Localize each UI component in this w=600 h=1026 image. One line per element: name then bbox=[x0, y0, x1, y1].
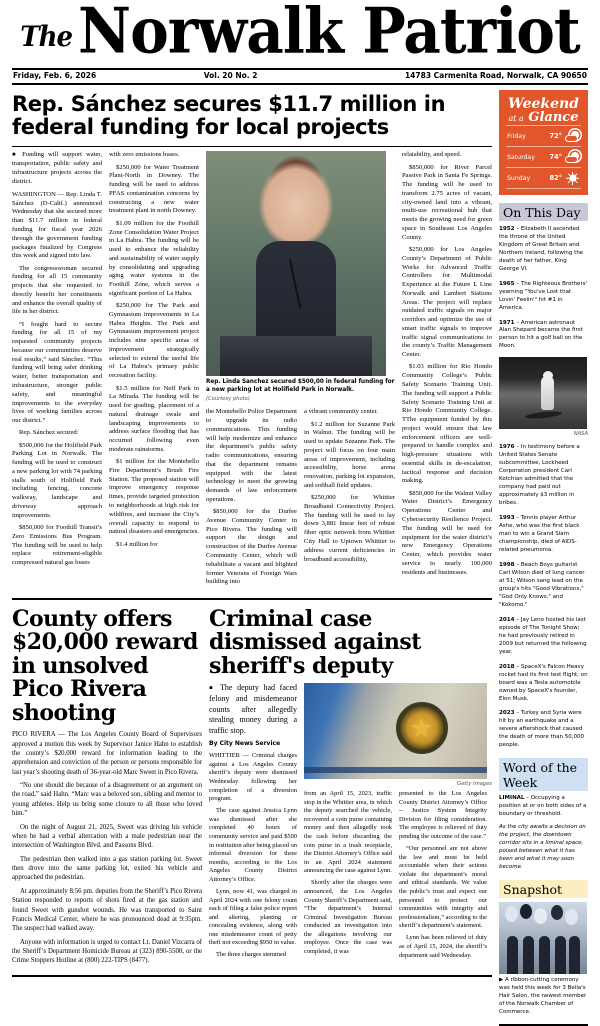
person-figure bbox=[555, 936, 566, 974]
otd-text: Turkey and Syria were hit by an earthquake and a severe aftershock that caused the death of more than 50,000 people. bbox=[499, 710, 584, 749]
word-of-week-definition: LIMINAL – Occupying a position at or on both sides of a boundary or threshold. bbox=[499, 795, 587, 818]
person-figure bbox=[507, 936, 518, 974]
otd-year: 1976 bbox=[499, 444, 515, 451]
lead-paragraph: “I fought hard to secure funding for all 15 of my requested community projects because our communities deserve real results,” said Sánchez. “This funding will bring safer drinking water, better transportation and infrastructure, stronger public safety, and meaningful improvements to the everyday lives of working families across our district.” bbox=[12, 320, 102, 425]
story-deputy-column-2 bbox=[304, 790, 392, 963]
masthead-date: Friday, Feb. 6, 2026 bbox=[13, 71, 97, 80]
story-deputy-photo-credit: Getty Images bbox=[457, 781, 492, 788]
balloon-icon bbox=[520, 904, 532, 919]
lead-paragraph: $1.4 million for bbox=[116, 540, 158, 548]
lead-paragraph: $850,000 for River Parcel Passive Park in Santa Fe Springs. The funding will be used to transform 2.75 acres of vacant, city-owned land into a vibrant, multi-use recreational hub that meets the growing need for green space in Southeast Los Angeles County. bbox=[402, 163, 492, 241]
weather-temp: 72° bbox=[549, 132, 562, 141]
astronaut-shadow bbox=[525, 410, 562, 420]
person-figure bbox=[569, 936, 580, 974]
person-figure bbox=[539, 936, 550, 974]
masthead-address: 14783 Carmenita Road, Norwalk, CA 90650 bbox=[404, 71, 587, 80]
story-deputy-column-1 bbox=[209, 683, 297, 963]
weather-title bbox=[506, 97, 581, 125]
story-deputy-paragraph: Lynn, now 41, was charged in April 2024 with one felony count each of filing a false police report and altering, planting or concealing evidence, along with one misdemeanor count of petty theft not exceeding $950 in value. bbox=[209, 887, 297, 947]
page-body bbox=[12, 85, 588, 1026]
lead-photo-and-columns bbox=[206, 151, 395, 590]
lead-paragraph: Rep. Sánchez secured: bbox=[19, 429, 79, 437]
story-deputy-paragraph: The three charges stemmed bbox=[216, 951, 286, 959]
weather-title-small: at a bbox=[508, 114, 524, 124]
story-deputy-paragraph: Shortly after the charges were announced, the Los Angeles County Sheriff’s Department said, “The department’s Internal Criminal Investigation Bureau conducted an investigation into the allegations involving our employee. Once the case was completed, it was bbox=[304, 879, 392, 956]
lead-paragraph: The congresswoman secured funding for all 15 community projects that she requested to directly benefit her constituents and enhance the overall quality of life in her district. bbox=[12, 264, 102, 316]
story-deputy-paragraph: “Our personnel are not above the law and must be held accountable when their actions violate the department’s moral and ethical standards. We value the public’s trust and expect our personnel to protect our communities with integrity and professionalism,” according to the sheriff’s department’s statement. bbox=[399, 845, 487, 930]
story-deputy-paragraph: The case against Jessica Lynn was dismissed after she completed 40 hours of community service and paid $500 in restitution after being placed on informal diversion for three months, according to the Los Angeles County District Attorney’s Office. bbox=[209, 807, 297, 883]
person-figure bbox=[523, 936, 534, 974]
otd-text: American astronaut Alan Shepard became the first person to hit a golf ball on the Moon. bbox=[499, 319, 583, 350]
weather-temp: 74° bbox=[549, 153, 562, 162]
lead-paragraph: the Montebello Police Department to upgrade its radio communications. This funding will help modernize and enhance the department’s public safety radio communications, ensuring that the department remains equipped with the latest technology to meet the growing demands of law enforcement operations. bbox=[206, 408, 298, 503]
lead-paragraph: $1.03 million for Rio Hondo Community College’s Public Safety Scenario Training Unit. The funding will support a Public Safety Scenario Training Unit at Rio Hondo Community College. TThe equipment funded by this project would ensure that law enforcement officers are well-prepared to handle complex and high-pressure situations with essential skills in de-escalation, tactical response and decision making. bbox=[402, 363, 492, 485]
otd-text: Elizabeth II ascended the throne of the United Kingdom of Great Britain and Northern Ireland, following the death of her father, King George VI. bbox=[499, 225, 584, 272]
weather-day-label: Friday bbox=[507, 132, 526, 140]
lead-column-1 bbox=[12, 148, 102, 590]
otd-year: 2018 bbox=[499, 663, 515, 670]
lead-paragraph: $500,000 for the Holifield Park Parking Lot in Norwalk. The funding will be used to construct a new parking lot with 74 parking stalls south of Holifield Park including fencing, concrete walkway, landscape and driveway approach improvements. bbox=[12, 441, 102, 519]
lead-paragraph: $250,000 for Water Treatment Plant-North in Downey. The funding will be used to address PFAS contamination concerns by constructing a new water treatment plant in north Downey. bbox=[109, 163, 199, 215]
story-reward-paragraph: PICO RIVERA — The Los Angeles County Board of Supervisors approved a motion this week by Supervisor Janice Hahn to establish the county’s $20,000 reward for information leading to the apprehension and conviction of the person or persons responsible for last year’s shooting death of 36-year-old Marc Sweet in Pico Rivera. bbox=[12, 731, 202, 776]
lead-headline: Rep. Sánchez secures $11.7 million in federal funding for local projects bbox=[12, 91, 446, 140]
lead-column-4 bbox=[304, 408, 395, 590]
weather-row-sunday bbox=[506, 167, 581, 188]
on-this-day-item: 2014 – Jay Leno hosted his last episode of The Tonight Show; he had previously retired in 2009 but returned the following year. bbox=[499, 616, 587, 655]
story-deputy-top bbox=[209, 683, 492, 963]
lead-paragraph: with zero emissions buses. bbox=[109, 151, 180, 159]
lead-paragraph: $1.5 million for Neff Park in La Mirada. The funding will be used for grading, placement of a natural drainage swale and landscaping improvements to address surface flooding that has occurred following even moderate rainstorms. bbox=[109, 384, 199, 453]
on-this-day-item: 1952 – Elizabeth II ascended the throne of the United Kingdom of Great Britain and Northern Ireland, following the death of her father, King George VI. bbox=[499, 225, 584, 272]
masthead-the: The bbox=[20, 20, 73, 54]
otd-text: In testimony before a United States Senate subcommittee, Lockheed Corporation president Carl Kotchian admitted that the company had paid out approximately $3 million in bribes. bbox=[499, 444, 580, 507]
section-divider bbox=[12, 598, 492, 600]
lead-headline-rule bbox=[12, 146, 492, 147]
masthead-name: Norwalk Patriot bbox=[78, 0, 580, 68]
page-bottom-rule bbox=[12, 975, 492, 977]
astronaut-figure bbox=[541, 376, 554, 410]
sheriff-badge-photo bbox=[304, 683, 487, 779]
snapshot-caption: ▶ A ribbon-cutting ceremony was held this week for 3 Bella's Hair Salon, the newest member of the Norwalk Chamber of Commerce. bbox=[499, 977, 587, 1015]
word-of-week-word: LIMINAL bbox=[499, 795, 525, 802]
otd-text: Jay Leno hosted his last episode of The Tonight Show; he had previously retired in 2009 but returned the following year. bbox=[499, 616, 587, 655]
otd-text: SpaceX's Falcon Heavy rocket had its first test flight; on board was a Tesla automobile owned by SpaceX's founder, Elon Musk. bbox=[499, 663, 588, 702]
otd-text: The Righteous Brothers' yearning "You've Lost that Lovin' Feelin'" hit #1 in America. bbox=[499, 280, 588, 311]
masthead bbox=[12, 0, 588, 85]
story-deputy-paragraph: presented to the Los Angeles County District Attorney’s Office -- Justice System Integrity Division for filing consideration. The employee is relieved of duty pending the outcome of the case.” bbox=[399, 790, 487, 841]
lead-photo-credit: (Courtesy photo) bbox=[206, 396, 250, 403]
story-deputy-paragraph: WHITTIER — Criminal charges against a Los Angeles County sheriff’s deputy were dismissed Wednesday following her completion of a diversion program. bbox=[209, 752, 297, 803]
story-deputy-deck: ▪ The deputy had faced felony and misdemeanor counts after allegedly stealing money during a traffic stop. bbox=[209, 682, 298, 736]
story-deputy-paragraph: Lynn has been relieved of duty as of April 15, 2024, the sheriff’s department said Wednesday. bbox=[399, 934, 487, 959]
lead-subcolumns bbox=[206, 408, 395, 590]
on-this-day-item: 2018 – SpaceX's Falcon Heavy rocket had its first test flight; on board was a Tesla automobile owned by SpaceX's founder, Elon Musk. bbox=[499, 663, 588, 702]
lead-paragraph: $250,000 for The Park and Gymnasium improvements in La Habra Heights. The Park and Gymnasium improvement project includes nine specific areas of improvement strategically selected to extend the useful life of La Habra’s primary public recreation facility. bbox=[109, 302, 199, 380]
story-reward-headline: County offers $20,000 reward in unsolved Pico Rivera shooting bbox=[12, 605, 198, 726]
main-content bbox=[12, 90, 492, 1026]
weather-day-label: Saturday bbox=[507, 153, 535, 161]
lead-paragraph: WASHINGTON — Rep. Linda T. Sánchez (D-Calif.) announced Wednesday that she secured more than $11.7 million in federal funding for fiscal year 2026 through the government funding packages finalized by Congress this week and signed into law. bbox=[12, 190, 102, 260]
bullet-icon: ▪ bbox=[209, 682, 216, 695]
weather-bottom-rule bbox=[506, 188, 581, 190]
cloud-part-icon bbox=[565, 156, 578, 163]
story-reward bbox=[12, 604, 202, 970]
lead-deck: ▪ Funding will support water, transportation, public safety and infrastructure projects across the district. bbox=[12, 148, 102, 185]
story-reward-paragraph: “No one should die because of a disagreement or an argument on the road,” said Hahn. “Marc was a beloved son, sibling and mentor to young athletes. Help us bring some closure to all those who loved him.” bbox=[12, 782, 202, 818]
balloon-icon bbox=[534, 908, 547, 924]
lead-column-3 bbox=[206, 408, 297, 590]
weather-day-label: Sunday bbox=[507, 174, 531, 182]
lead-column-2 bbox=[109, 151, 199, 590]
word-of-week-title: Word of the Week bbox=[499, 758, 588, 791]
otd-year: 1952 bbox=[499, 225, 515, 232]
story-deputy bbox=[209, 604, 492, 970]
lead-paragraph: $250,000 for Whittier Broadband Connectivity Project. The funding will be used to lay down 3,881 linear feet of robust fiber optic network from Whittier City Hall to Uptown Whittier to address current deficiencies in broadband accessibility, bbox=[304, 494, 395, 563]
on-this-day-item: 2023 – Turkey and Syria were hit by an earthquake and a severe aftershock that caused the death of more than 50,000 people. bbox=[499, 710, 584, 749]
otd-year: 1965 bbox=[499, 280, 515, 287]
story-deputy-right bbox=[304, 683, 492, 963]
story-deputy-byline: By City News Service bbox=[209, 740, 281, 748]
lead-paragraph: a vibrant community center. bbox=[304, 408, 378, 416]
weather-widget bbox=[499, 90, 588, 195]
cloud-part-icon bbox=[565, 135, 578, 142]
otd-text: Beach Boys guitarist Carl Wilson died of lung cancer at 51; Wilson sang lead on the group's hits "Good Vibrations," "God Only Knows," and "Kokomo." bbox=[499, 561, 585, 608]
story-deputy-subcolumns bbox=[304, 790, 492, 963]
snapshot-title: Snapshot bbox=[499, 880, 588, 898]
snapshot-photo bbox=[499, 902, 587, 974]
sun-behind-cloud-icon bbox=[565, 130, 580, 143]
balloon-icon bbox=[505, 906, 518, 922]
weather-row-saturday bbox=[506, 146, 581, 167]
lead-paragraph: $850,000 for the Durfee Avenue Community Center in Pico Rivera. The funding will support the design and construction of the Durfee Avenue Community Center, which will rehabilitate a vacant and blighted former Veterans of Foreign Wars building into bbox=[206, 508, 297, 586]
otd-year: 1993 bbox=[499, 515, 515, 522]
bottom-stories bbox=[12, 604, 492, 970]
otd-year: 1998 bbox=[499, 561, 515, 568]
otd-year: 2014 bbox=[499, 616, 515, 623]
on-this-day-title: On This Day bbox=[499, 203, 588, 221]
story-reward-paragraph: Anyone with information is urged to contact Lt. Daniel Vizcarra of the Sheriff’s Department Homicide Bureau at (323) 890-5500, or the Crime Stoppers Hotline at (800) 222-TIPS (8477). bbox=[12, 938, 202, 965]
moon-astronaut-photo bbox=[499, 357, 587, 429]
story-deputy-headline: Criminal case dismissed against sheriff's deputy bbox=[209, 605, 421, 679]
sun-icon bbox=[565, 172, 580, 185]
balloon-icon bbox=[565, 909, 578, 925]
lead-article-columns bbox=[12, 148, 492, 590]
story-deputy-column-3 bbox=[399, 790, 487, 963]
story-reward-paragraph: At approximately 8:56 pm. deputies from the Sheriff’s Pico Rivera Station responded to reports of shots fired at the gas station and found Sweet with gunshot wounds. He was transported to Saint Francis Medical Center, where he was pronounced dead at 9:35pm. The suspect had walked away. bbox=[12, 887, 202, 933]
masthead-volume: Vol. 20 No. 2 bbox=[203, 71, 258, 80]
on-this-day-item: 1976 – In testimony before a United States Senate subcommittee, Lockheed Corporation president Carl Kotchian admitted that the company had paid out approximately $3 million in bribes. bbox=[499, 444, 580, 507]
on-this-day-item: 1965 – The Righteous Brothers' yearning "You've Lost that Lovin' Feelin'" hit #1 in America. bbox=[499, 280, 588, 311]
masthead-infobar bbox=[12, 70, 588, 85]
lead-photo-podium bbox=[220, 336, 371, 377]
sun-behind-cloud-icon bbox=[565, 151, 580, 164]
lead-paragraph: $850,000 for the Walnut Valley Water District’s Emergency Operations Center and Cybersecurity Resilience Project. The funding will be used for equipment for the water district’s new Emergency Operations Center, which provides water service to nearly 100,000 residents and businesses. bbox=[402, 489, 492, 576]
lead-paragraph: $850,000 for Foothill Transit’s Zero Emissions Bus Program. The funding will be used to help replace retirement-eligible compressed natural gas buses bbox=[12, 524, 102, 567]
story-reward-paragraph: The pedestrian then walked into a gas station parking lot. Sweet then drove into the same parking lot, exited his vehicle and approached the pedestrian. bbox=[12, 855, 202, 882]
lead-photo-caption: Rep. Linda Sanchez secured $500,00 in federal funding for a new parking lot at Holifield Park in Norwalk. bbox=[206, 378, 395, 393]
story-reward-paragraph: On the night of August 21, 2025, Sweet was driving his vehicle when he had a verbal altercation with a male pedestrian near the intersection of Washington Blvd. and Passons Blvd. bbox=[12, 823, 202, 850]
masthead-title bbox=[12, 0, 588, 68]
sidebar-rail bbox=[499, 90, 588, 1026]
lead-paragraph: $1.09 million for the Foothill Zone Consolidation Water Project in La Habra. The funding will be used to enhance the reliability and sustainability of water supply by consolidating and upgrading aging water systems in the Foothill Zone, which serves a significant portion of La Habra. bbox=[109, 219, 199, 297]
lead-paragraph: relatability, and speed. bbox=[402, 151, 462, 159]
lead-paragraph: $250,000 for Los Angeles County’s Department of Public Works for Advanced Traffic Controllers for Multimodal Experience at the Future L Line Norwalk and Lambert Stations Areas. The project will replace outdated traffic signals on major corridors and optimize the use of smart traffic signals to improve traffic signal communications to the county’s Traffic Management Center. bbox=[402, 246, 492, 359]
weather-title-line1: Weekend bbox=[508, 95, 579, 112]
on-this-day-item: 1971 – American astronaut Alan Shepard became the first person to hit a golf ball on the Moon. bbox=[499, 319, 583, 350]
otd-text: Tennis player Arthur Ashe, who was the first black man to win a Grand Slam championship, died of AIDS-related pneumonia. bbox=[499, 515, 580, 554]
story-deputy-paragraph: from an April 15, 2023, traffic stop in the Whittier area, in which the deputy searched the vehicle, recovered a coin purse containing money and then allegedly took the cash before discarding the coin purse in a trash receptacle, the District Attorney’s Office said in an April 2024 statement announcing the case against Lynn. bbox=[304, 790, 392, 875]
lead-paragraph: $1.2 million for Suzanne Park in Walnut. The funding will be used to update Suzanne Park. The project will focus on four main areas of improvement, including accessibility, horse arena renovation, parking lot expansion, and softball field updates. bbox=[304, 420, 395, 489]
lead-column-5 bbox=[402, 151, 492, 590]
on-this-day-item: 1993 – Tennis player Arthur Ashe, who was the first black man to win a Grand Slam championship, died of AIDS-related pneumonia. bbox=[499, 515, 580, 554]
photo-uniform-strip bbox=[304, 767, 487, 774]
nasa-photo-credit: NASA bbox=[573, 431, 588, 438]
weather-row-friday bbox=[506, 125, 581, 146]
weather-temp: 82° bbox=[549, 174, 562, 183]
lead-photo bbox=[206, 151, 386, 376]
otd-year: 2023 bbox=[499, 710, 515, 717]
sheriff-badge-icon bbox=[396, 702, 448, 754]
bullet-icon: ▪ bbox=[12, 148, 19, 161]
word-of-week-example: As the city awaits a decision on the project, the downtown corridor sits in a liminal space, poised between what it has been and what it may soon become. bbox=[499, 824, 586, 871]
lead-paragraph: $1 million for the Montebello Fire Department’s Brush Fire Station. The proposed station will improve emergency response times, provide targeted protection to neighborhoods at high risk for wildfires, and increase the City’s overall capacity to respond to natural disasters and emergencies. bbox=[109, 458, 199, 536]
weather-title-line2: at a Glance bbox=[508, 110, 579, 126]
otd-year: 1971 bbox=[499, 319, 515, 326]
balloon-icon bbox=[551, 905, 563, 920]
on-this-day-item: 1998 – Beach Boys guitarist Carl Wilson died of lung cancer at 51; Wilson sang lead on the group's hits "Good Vibrations," "God Only Knows," and "Kokomo." bbox=[499, 561, 585, 608]
